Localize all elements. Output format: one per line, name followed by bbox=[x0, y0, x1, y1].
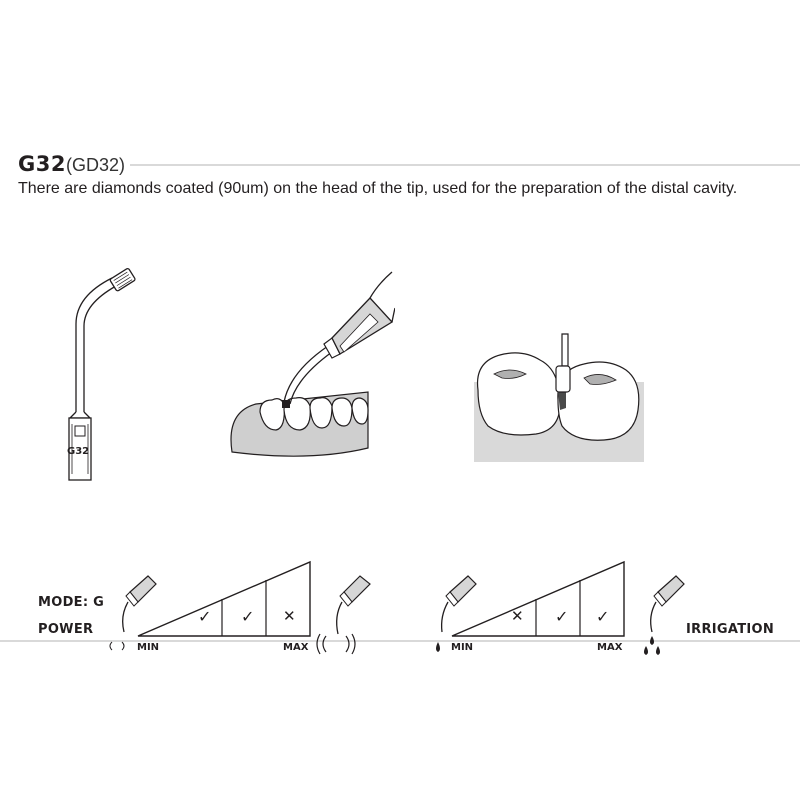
power-max-label: MAX bbox=[283, 642, 309, 653]
irrigation-mark-2: ✓ bbox=[555, 607, 569, 626]
power-max-handpiece-icon bbox=[316, 572, 372, 662]
tooth-closeup-illustration bbox=[474, 330, 644, 462]
tip-illustration bbox=[50, 262, 150, 482]
product-title bbox=[18, 152, 125, 176]
irrigation-label: IRRIGATION bbox=[686, 622, 775, 637]
power-scale-triangle bbox=[136, 560, 312, 638]
power-min-label: MIN bbox=[137, 642, 160, 653]
irrigation-mark-1: ✕ bbox=[511, 607, 524, 625]
power-mark-2: ✓ bbox=[241, 607, 255, 626]
irrigation-mark-3: ✓ bbox=[596, 607, 610, 626]
mode-label: MODE: G bbox=[38, 595, 105, 610]
power-mark-1: ✓ bbox=[198, 607, 212, 626]
tip-engraving: G32 bbox=[67, 446, 90, 457]
irrigation-min-label: MIN bbox=[451, 642, 474, 653]
product-description: There are diamonds coated (90um) on the head of the tip, used for the preparation of the distal cavity. bbox=[18, 180, 738, 197]
model-code: G32 bbox=[18, 152, 66, 176]
handpiece-on-teeth-illustration bbox=[220, 262, 395, 472]
power-mark-3: ✕ bbox=[283, 607, 296, 625]
power-label: POWER bbox=[38, 622, 94, 637]
irrigation-scale-triangle bbox=[450, 560, 626, 638]
irrigation-max-handpiece-icon bbox=[636, 572, 686, 662]
top-divider bbox=[130, 164, 800, 166]
irrigation-max-label: MAX bbox=[597, 642, 623, 653]
alt-code: (GD32) bbox=[65, 155, 125, 175]
